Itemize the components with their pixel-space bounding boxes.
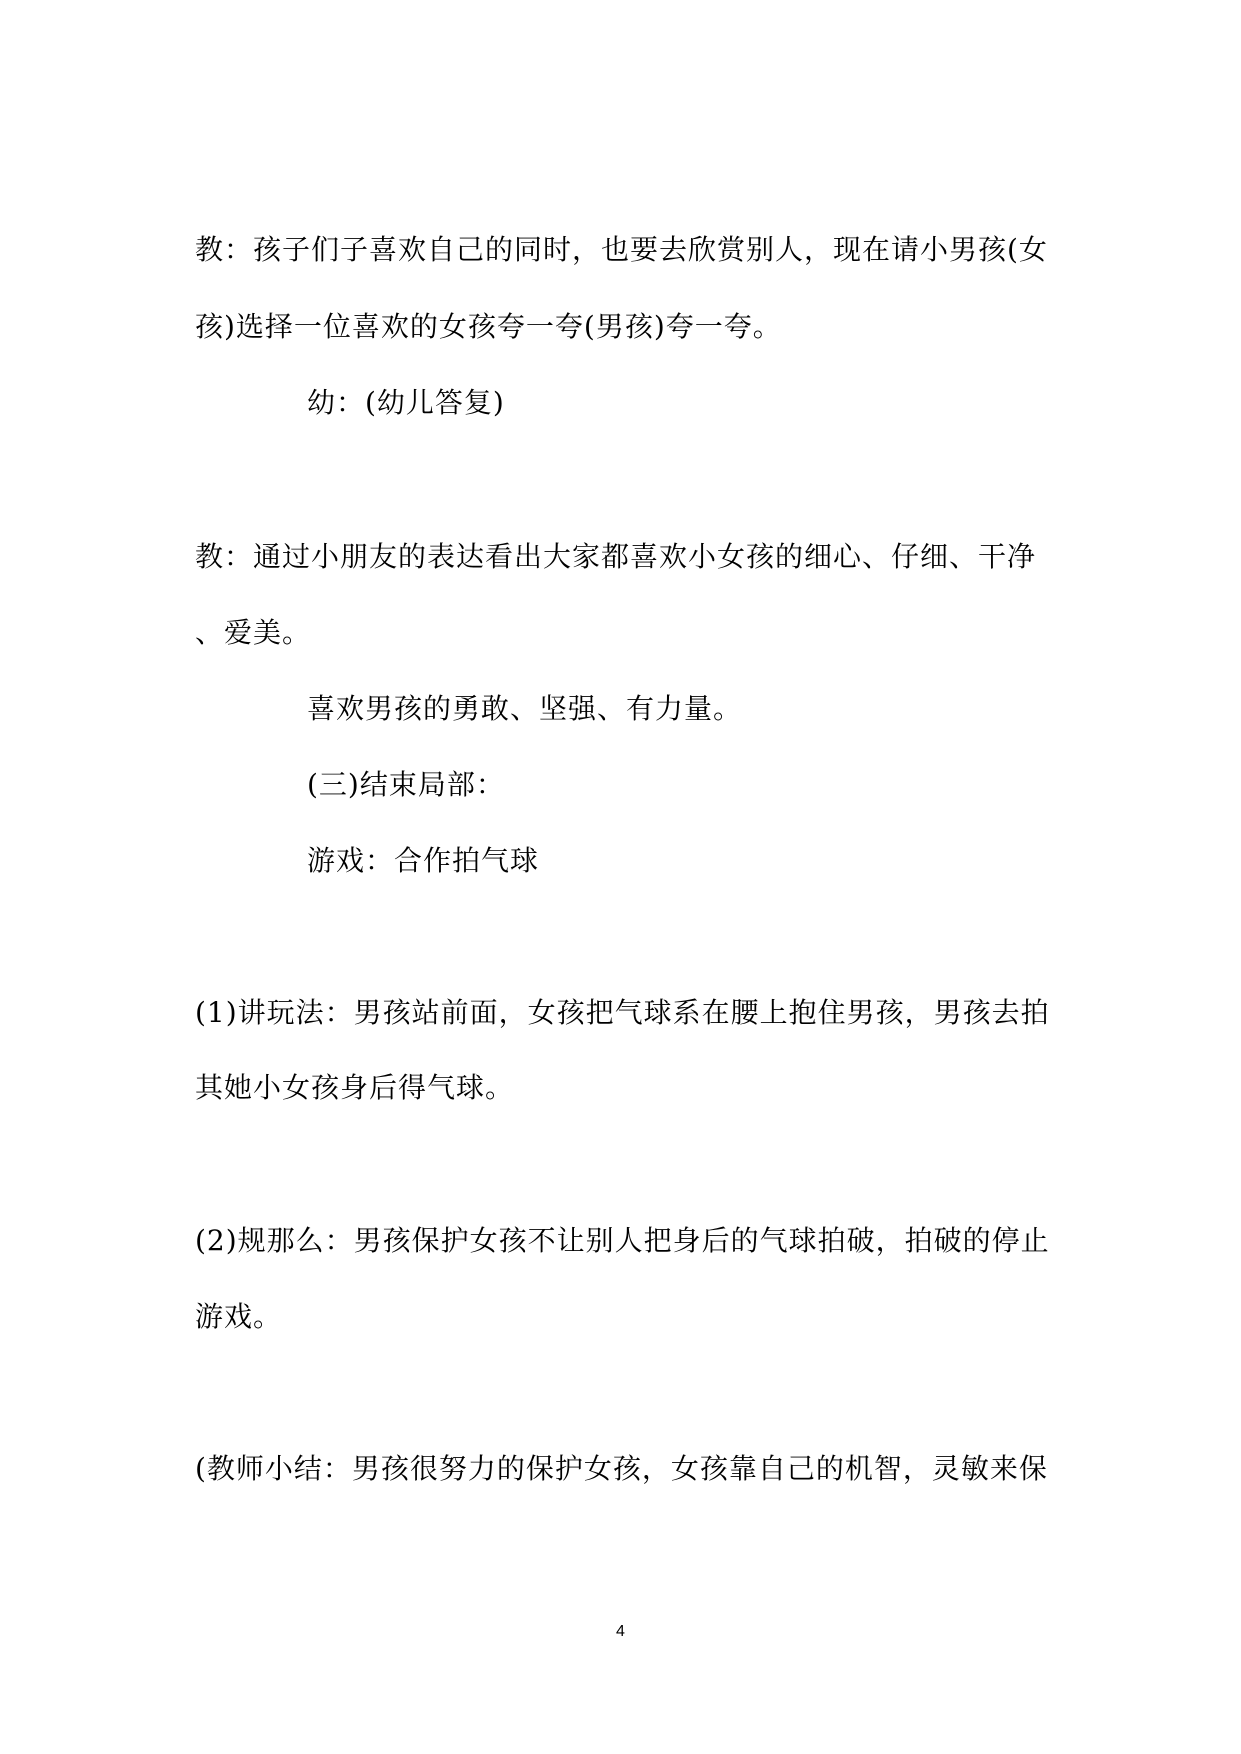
paragraph-line: (2)规那么：男孩保护女孩不让别人把身后的气球拍破，拍破的停止 bbox=[195, 1224, 1050, 1257]
paragraph-line: 教：孩子们子喜欢自己的同时，也要去欣赏别人，现在请小男孩(女 bbox=[195, 233, 1048, 266]
paragraph-line: 孩)选择一位喜欢的女孩夸一夸(男孩)夸一夸。 bbox=[195, 310, 782, 343]
paragraph-line: (1)讲玩法：男孩站前面，女孩把气球系在腰上抱住男孩，男孩去拍 bbox=[195, 996, 1050, 1029]
paragraph-line: 游戏：合作拍气球 bbox=[307, 844, 540, 877]
paragraph-line: 幼：(幼儿答复) bbox=[307, 386, 505, 419]
page-number: 4 bbox=[616, 1623, 625, 1640]
paragraph-line: 、爱美。 bbox=[195, 616, 312, 649]
paragraph-line: (教师小结：男孩很努力的保护女孩，女孩靠自己的机智，灵敏来保 bbox=[195, 1452, 1048, 1485]
section-heading: (三)结束局部： bbox=[307, 768, 505, 801]
paragraph-line: 喜欢男孩的勇敢、坚强、有力量。 bbox=[307, 692, 743, 725]
paragraph-line: 教：通过小朋友的表达看出大家都喜欢小女孩的细心、仔细、干净 bbox=[195, 540, 1037, 573]
paragraph-line: 其她小女孩身后得气球。 bbox=[195, 1071, 515, 1104]
paragraph-line: 游戏。 bbox=[195, 1300, 283, 1333]
